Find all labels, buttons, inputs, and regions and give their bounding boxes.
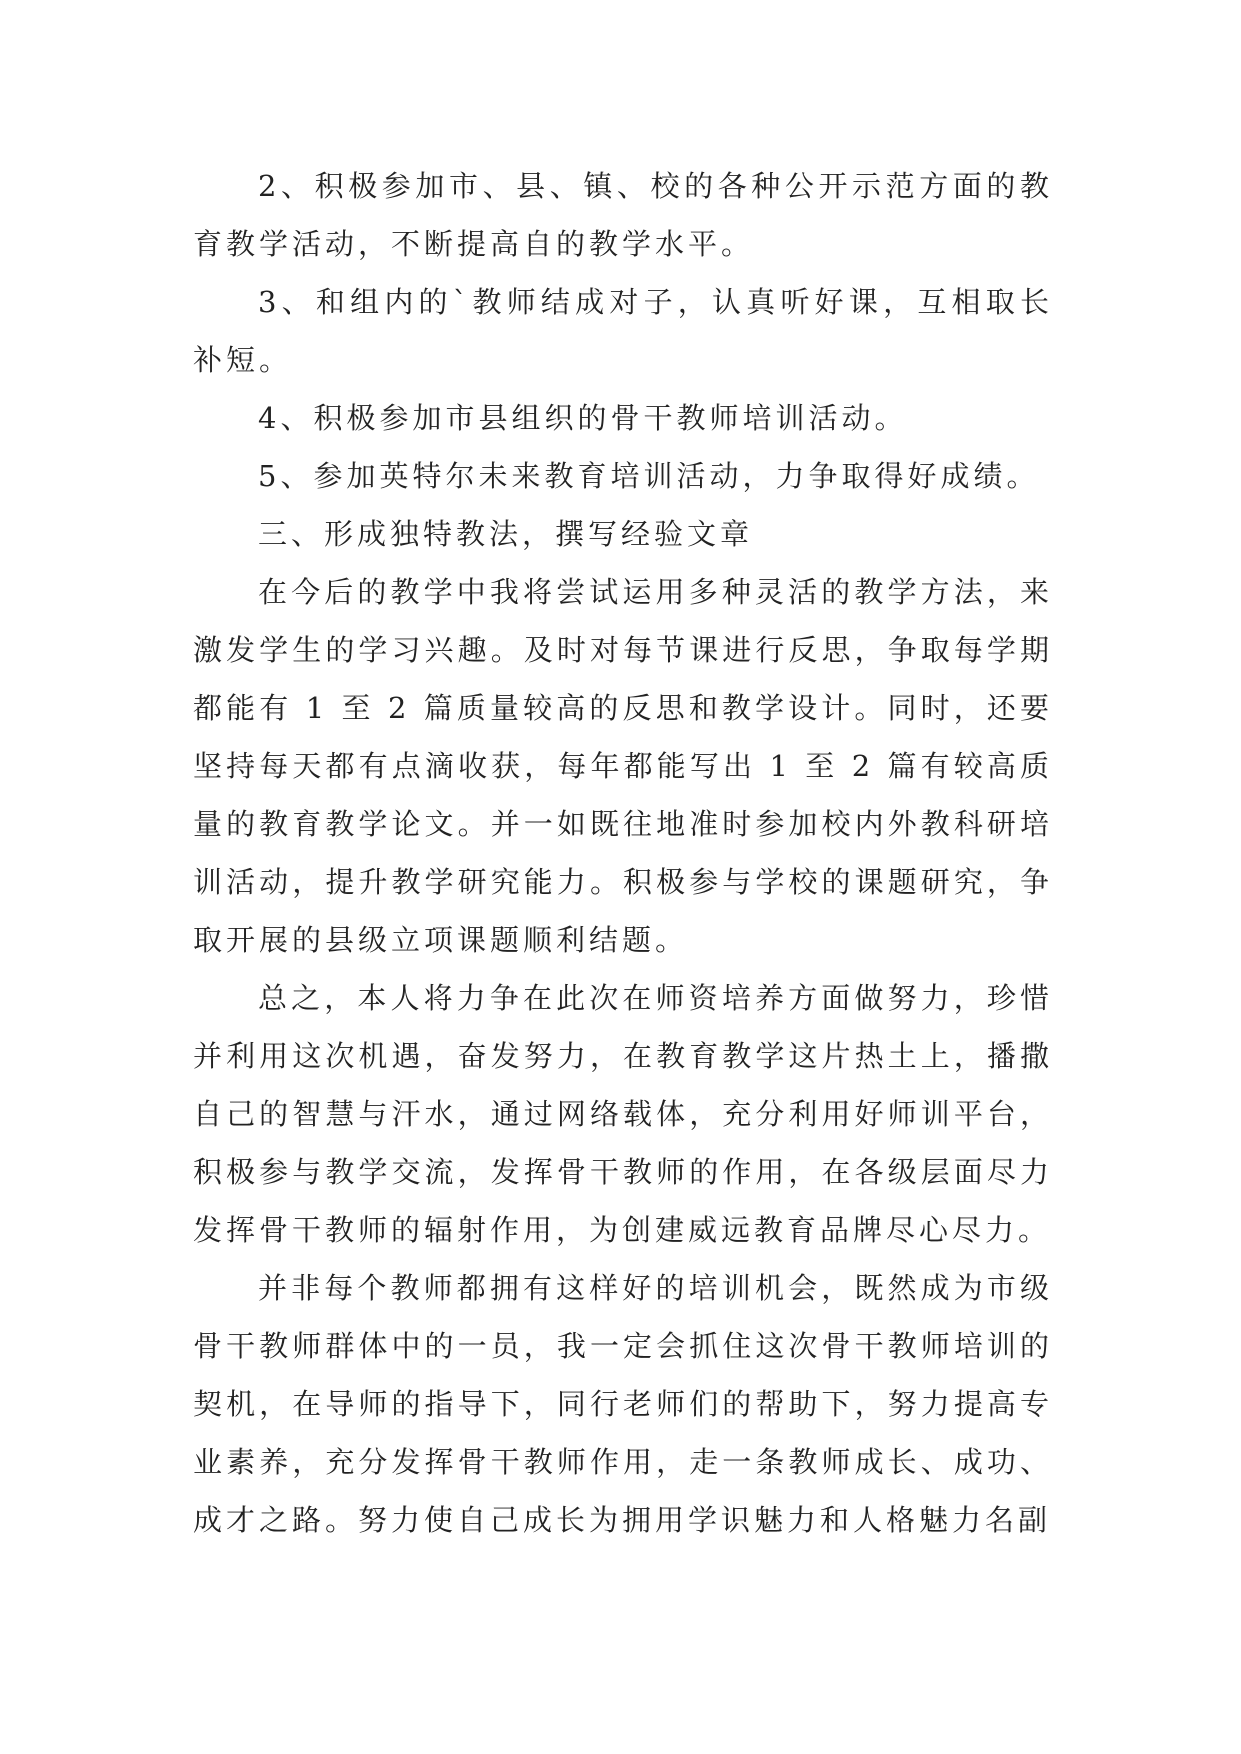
paragraph-summary: 总之，本人将力争在此次在师资培养方面做努力，珍惜并利用这次机遇，奋发努力，在教育教学这片热土上，播撒自己的智慧与汗水，通过网络载体，充分利用好师训平台，积极参与教学交流，发挥骨干教师的作用，在各级层面尽力发挥骨干教师的辐射作用，为创建威远教育品牌尽心尽力。 [193,981,1053,1247]
document-body [193,157,1053,1549]
paragraph-item-4: 4、积极参加市县组织的骨干教师培训活动。 [258,401,908,435]
paragraph-closing: 并非每个教师都拥有这样好的培训机会，既然成为市级骨干教师群体中的一员，我一定会抓住这次骨干教师培训的契机，在导师的指导下，同行老师们的帮助下，努力提高专业素养，充分发挥骨干教师作用，走一条教师成长、成功、成才之路。努力使自己成长为拥用学识魅力和人格魅力名副 [193,1271,1053,1537]
paragraph-teaching-methods: 在今后的教学中我将尝试运用多种灵活的教学方法，来激发学生的学习兴趣。及时对每节课进行反思，争取每学期都能有 1 至 2 篇质量较高的反思和教学设计。同时，还要坚持每天都有点滴收获，每年都能写出 1 至 2 篇有较高质量的教育教学论文。并一如既往地准时参加校内外教科研培训活动，提升教学研究能力。积极参与学校的课题研究，争取开展的县级立项课题顺利结题。 [193,575,1053,957]
section-heading: 三、形成独特教法，撰写经验文章 [258,517,754,551]
paragraph-item-2: 2、积极参加市、县、镇、校的各种公开示范方面的教育教学活动，不断提高自的教学水平。 [193,169,1053,261]
paragraph-item-5: 5、参加英特尔未来教育培训活动，力争取得好成绩。 [258,459,1040,493]
paragraph-item-3: 3、和组内的`教师结成对子，认真听好课，互相取长补短。 [193,285,1053,377]
